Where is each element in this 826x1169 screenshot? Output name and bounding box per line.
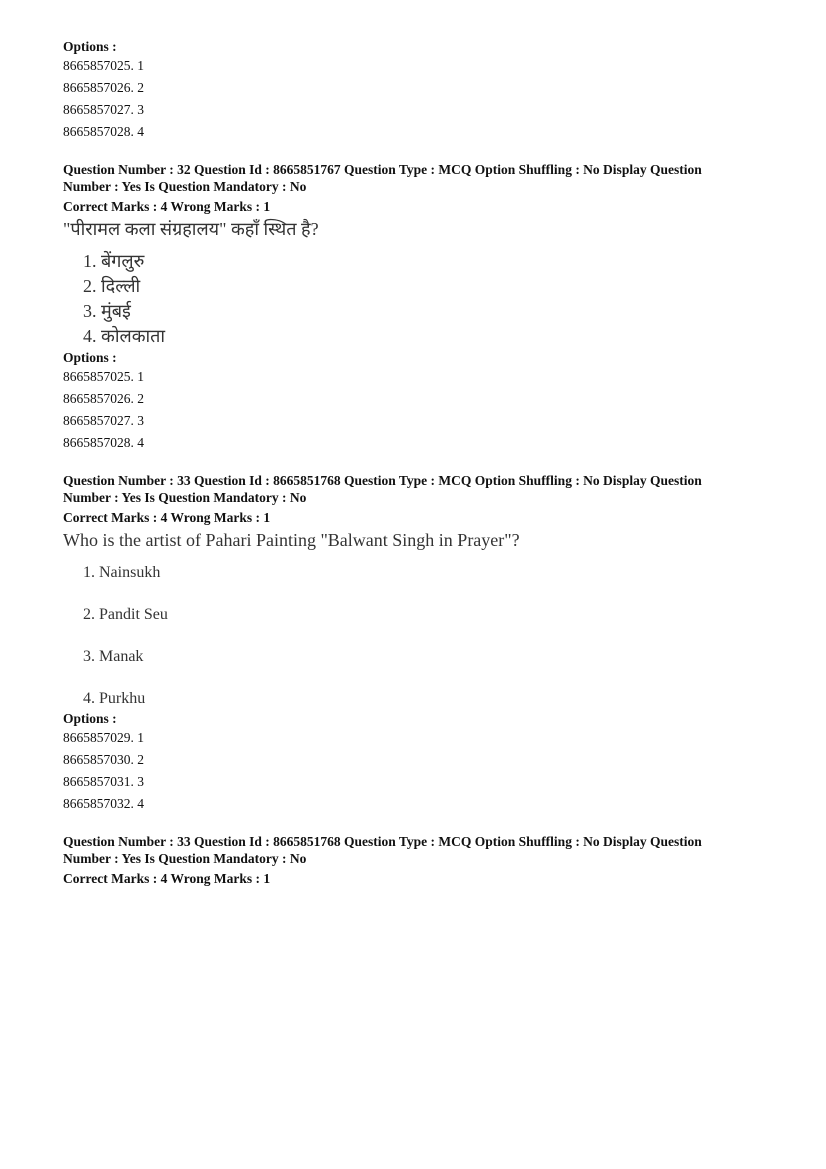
question-header-line2: Number : Yes Is Question Mandatory : No [63,179,307,194]
option-item: 8665857027. 3 [63,413,144,428]
options-label: Options : [63,350,117,365]
question-marks: Correct Marks : 4 Wrong Marks : 1 [63,510,271,525]
option-item: 8665857030. 2 [63,752,144,767]
question-marks: Correct Marks : 4 Wrong Marks : 1 [63,871,271,886]
option-item: 8665857032. 4 [63,796,144,811]
option-item: 8665857027. 3 [63,102,144,117]
question-header-line1: Question Number : 33 Question Id : 8665851768 Question Type : MCQ Option Shuffling : No Display Question [63,473,702,488]
options-label: Options : [63,39,117,54]
question-header-line2: Number : Yes Is Question Mandatory : No [63,851,307,866]
option-item: 8665857026. 2 [63,80,144,95]
choice-item: 3. मुंबई [83,301,131,321]
question-header-line2: Number : Yes Is Question Mandatory : No [63,490,307,505]
choice-item: 2. Pandit Seu [83,606,168,623]
choice-item: 4. कोलकाता [83,326,166,346]
options-list [63,366,763,454]
question-33 [63,472,763,815]
option-item: 8665857025. 1 [63,369,144,384]
option-item: 8665857026. 2 [63,391,144,406]
option-item: 8665857031. 3 [63,774,144,789]
question-stem: Who is the artist of Pahari Painting "Balwant Singh in Prayer"? [63,530,520,550]
choice-item: 2. दिल्ली [83,276,141,296]
question-33-repeat [63,833,763,887]
top-options-block [63,38,763,143]
choice-item: 3. Manak [83,648,144,665]
question-header-line1: Question Number : 32 Question Id : 8665851767 Question Type : MCQ Option Shuffling : No Display Question [63,162,702,177]
document-page [63,38,763,887]
options-list [63,55,763,143]
question-choices [83,249,763,349]
choice-item: 1. Nainsukh [83,564,161,581]
question-32 [63,161,763,454]
question-stem: "पीरामल कला संग्रहालय" कहाँ स्थित है? [63,219,319,239]
option-item: 8665857028. 4 [63,435,144,450]
option-item: 8665857029. 1 [63,730,144,745]
question-header-line1: Question Number : 33 Question Id : 8665851768 Question Type : MCQ Option Shuffling : No Display Question [63,834,702,849]
option-item: 8665857028. 4 [63,124,144,139]
question-choices [83,562,763,710]
options-list [63,727,763,815]
options-label: Options : [63,711,117,726]
option-item: 8665857025. 1 [63,58,144,73]
choice-item: 1. बेंगलुरु [83,251,145,271]
question-marks: Correct Marks : 4 Wrong Marks : 1 [63,199,271,214]
choice-item: 4. Purkhu [83,690,146,707]
